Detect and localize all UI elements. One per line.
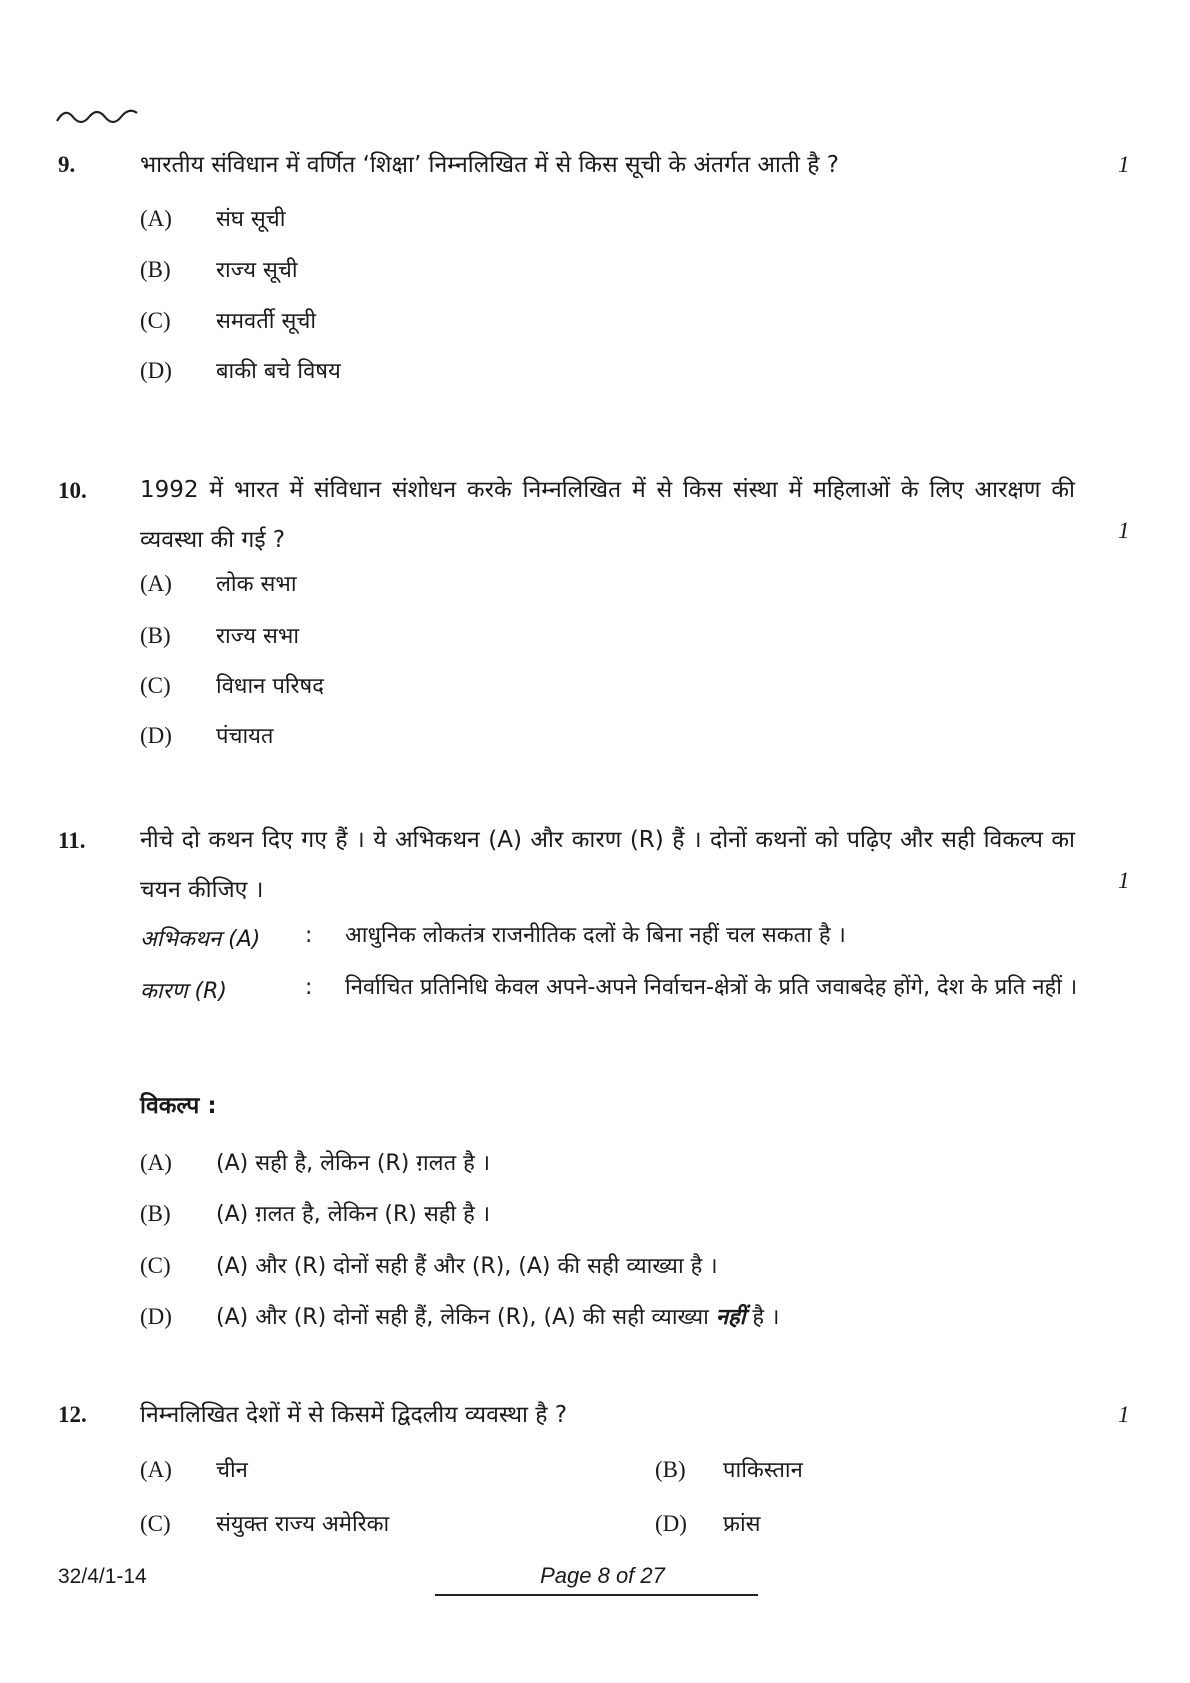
option-text: राज्य सभा [216, 624, 300, 649]
option-text: समवर्ती सूची [216, 309, 317, 334]
option-d [655, 1508, 761, 1538]
question-number: 12. [58, 1402, 87, 1427]
option-label: (B) [655, 1457, 686, 1482]
option-a [140, 1454, 248, 1484]
question-text: नीचे दो कथन दिए गए हैं । ये अभिकथन (A) और कारण (R) हैं । दोनों कथनों को पढ़िए और सही विकल्प का चयन कीजिए । [140, 827, 1075, 903]
option-label: (C) [140, 673, 171, 698]
option-label: (D) [140, 723, 172, 748]
option-label: (C) [140, 308, 171, 333]
option-c [140, 305, 316, 335]
option-a [140, 203, 285, 233]
question-text: 1992 में भारत में संविधान संशोधन करके निम्नलिखित में से किस संस्था में महिलाओं के लिए आरक्षण की व्यवस्था की गई ? [140, 477, 1075, 553]
page-number: Page 8 of 27 [540, 1563, 665, 1588]
option-text: चीन [216, 1458, 248, 1483]
option-label: (A) [140, 206, 172, 231]
option-b [140, 254, 298, 284]
option-text: संयुक्त राज्य अमेरिका [216, 1512, 390, 1537]
option-a [140, 568, 297, 598]
reason [140, 975, 1090, 1075]
option-text: लोक सभा [216, 572, 297, 597]
option-c [140, 1508, 389, 1538]
option-d [140, 355, 341, 385]
marks: 1 [1118, 1402, 1130, 1427]
option-text: फ्रांस [723, 1512, 761, 1537]
option-a [140, 1147, 490, 1177]
options-heading: विकल्प : [140, 1093, 217, 1119]
option-label: (A) [140, 571, 172, 596]
marks: 1 [1118, 868, 1130, 893]
option-text-part: है । [745, 1305, 780, 1330]
option-label: (C) [140, 1253, 171, 1278]
footer-divider [435, 1594, 758, 1596]
question-number: 11. [58, 828, 86, 853]
assertion-text: आधुनिक लोकतंत्र राजनीतिक दलों के बिना नहीं चल सकता है । [345, 923, 846, 948]
option-text: बाकी बचे विषय [216, 359, 341, 384]
emphasis-not: नहीं [715, 1305, 746, 1330]
question-number: 9. [58, 152, 76, 177]
option-text-part: (A) और (R) दोनों सही हैं, लेकिन (R), (A) की सही व्याख्या [216, 1305, 716, 1330]
question-number: 10. [58, 478, 87, 503]
option-label: (B) [140, 1201, 171, 1226]
option-d [140, 720, 273, 750]
option-text: पाकिस्तान [723, 1458, 803, 1483]
question-text: भारतीय संविधान में वर्णित ‘शिक्षा’ निम्नलिखित में से किस सूची के अंतर्गत आती है ? [140, 152, 840, 178]
option-label: (D) [140, 1304, 172, 1329]
option-label: (D) [655, 1511, 687, 1536]
reason-text: निर्वाचित प्रतिनिधि केवल अपने-अपने निर्वाचन-क्षेत्रों के प्रति जवाबदेह होंगे, देश के प्रति नहीं । [345, 975, 1078, 1000]
option-text [216, 1305, 779, 1330]
option-text: पंचायत [216, 724, 274, 749]
option-label: (A) [140, 1457, 172, 1482]
option-b [140, 620, 299, 650]
option-d [140, 1301, 779, 1331]
option-label: (D) [140, 358, 172, 383]
option-b [655, 1454, 803, 1484]
wavy-line-icon [55, 105, 145, 129]
option-text: (A) सही है, लेकिन (R) ग़लत है । [216, 1151, 491, 1176]
marks: 1 [1118, 518, 1130, 543]
option-label: (C) [140, 1511, 171, 1536]
colon: : [305, 923, 313, 948]
option-text: विधान परिषद [216, 674, 324, 699]
option-label: (B) [140, 257, 171, 282]
question-text: निम्नलिखित देशों में से किसमें द्विदलीय व्यवस्था है ? [140, 1402, 568, 1428]
option-text: राज्य सूची [216, 258, 298, 283]
paper-code: 32/4/1-14 [58, 1565, 147, 1588]
option-label: (A) [140, 1150, 172, 1175]
option-label: (B) [140, 623, 171, 648]
option-text: (A) और (R) दोनों सही हैं और (R), (A) की सही व्याख्या है । [216, 1254, 718, 1279]
assertion-label: अभिकथन (A) [140, 927, 261, 952]
marks: 1 [1118, 152, 1130, 177]
option-text: (A) ग़लत है, लेकिन (R) सही है । [216, 1202, 491, 1227]
reason-label: कारण (R) [140, 979, 227, 1004]
colon: : [305, 975, 313, 1000]
option-c [140, 1250, 718, 1280]
option-text: संघ सूची [216, 207, 286, 232]
option-c [140, 670, 324, 700]
option-b [140, 1198, 490, 1228]
